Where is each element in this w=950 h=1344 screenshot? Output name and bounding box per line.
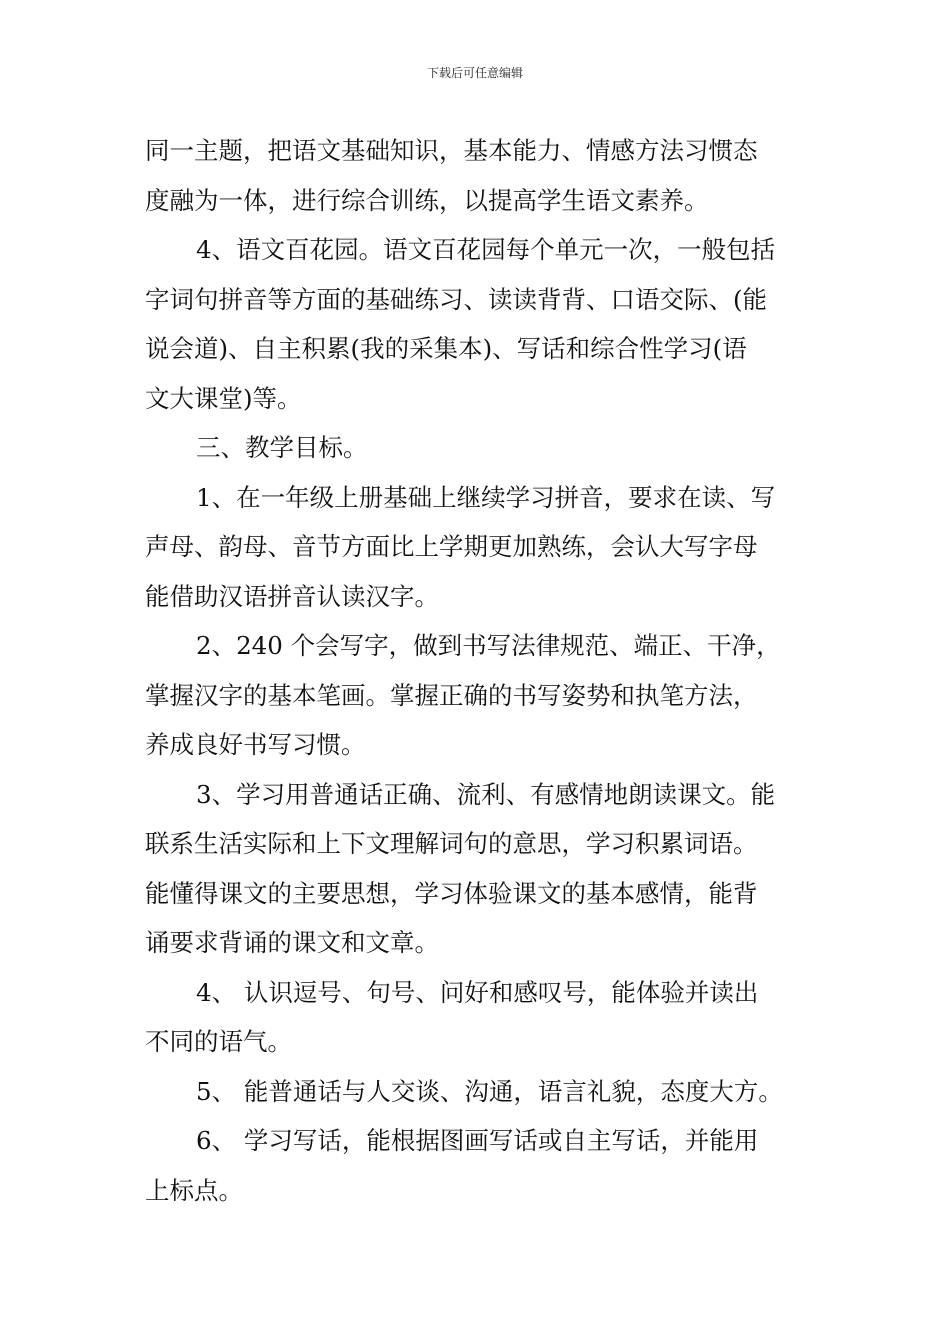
text-line: 3、学习用普通话正确、流利、有感情地朗读课文。能 — [196, 779, 776, 809]
text-line: 联系生活实际和上下文理解词句的意思，学习积累词语。 — [145, 829, 758, 858]
text-line: 2、240 个会写字，做到书写法律规范、端正、干净， — [196, 631, 781, 660]
text-line: 字词句拼音等方面的基础练习、读读背背、口语交际、(能 — [145, 284, 768, 314]
text-line: 能懂得课文的主要思想，学习体验课文的基本感情，能背 — [145, 878, 758, 908]
text-line: 能借助汉语拼音认读汉字。 — [145, 581, 439, 611]
text-line: 诵要求背诵的课文和文章。 — [145, 928, 439, 957]
text-line: 5、 能普通话与人交谈、沟通，语言礼貌，态度大方。 — [196, 1076, 783, 1106]
text-line: 4、语文百花园。语文百花园每个单元一次，一般包括 — [196, 235, 776, 264]
text-line: 掌握汉字的基本笔画。掌握正确的书写姿势和执笔方法， — [145, 680, 758, 710]
text-line: 4、 认识逗号、句号、问好和感叹号，能体验并读出 — [196, 977, 759, 1007]
text-line: 文大课堂)等。 — [145, 383, 302, 413]
text-line: 养成良好书写习惯。 — [145, 730, 366, 759]
text-line: 说会道)、自主积累(我的采集本)、写话和综合性学习(语 — [145, 334, 747, 363]
text-line: 6、 学习写话，能根据图画写话或自主写话，并能用 — [196, 1126, 759, 1155]
text-line: 声母、韵母、音节方面比上学期更加熟练，会认大写字母 — [145, 532, 758, 561]
text-line: 度融为一体，进行综合训练，以提高学生语文素养。 — [145, 185, 709, 215]
text-line: 三、教学目标。 — [196, 433, 368, 462]
text-line: 1、在一年级上册基础上继续学习拼音，要求在读、写 — [196, 482, 776, 512]
text-line: 同一主题，把语文基础知识，基本能力、情感方法习惯态 — [145, 136, 758, 165]
text-line: 不同的语气。 — [145, 1027, 292, 1056]
page-header: 下载后可任意编辑 — [426, 66, 523, 80]
text-line: 上标点。 — [145, 1175, 243, 1205]
document-body — [145, 126, 815, 1215]
